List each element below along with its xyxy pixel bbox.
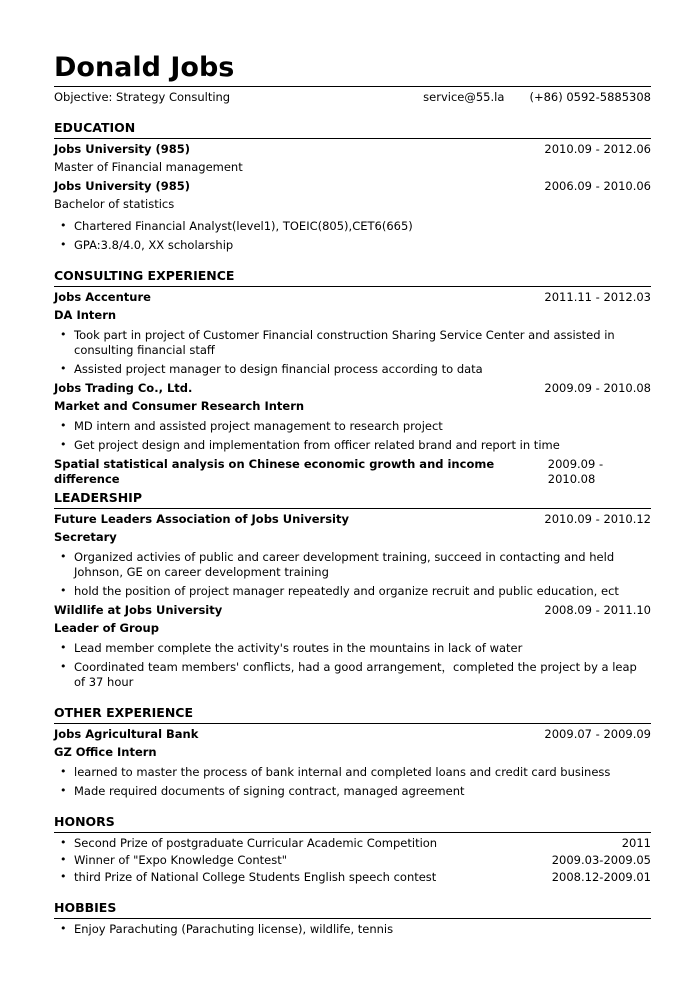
education-entry xyxy=(54,179,651,197)
list-item xyxy=(54,836,651,851)
other-experience-section xyxy=(54,705,651,799)
entry-dates: 2008.09 - 2011.10 xyxy=(544,603,651,618)
experience-bullets xyxy=(54,328,651,377)
experience-bullets xyxy=(54,419,651,453)
leadership-section xyxy=(54,490,651,690)
list-item: • MD intern and assisted project management to research project xyxy=(54,419,651,434)
list-item: • hold the position of project manager repeatedly and organize recruit and public education, ect xyxy=(54,584,651,599)
honor-date: 2008.12-2009.01 xyxy=(551,870,651,885)
organization-name: Jobs Trading Co., Ltd. xyxy=(54,381,193,396)
role-title: Market and Consumer Research Intern xyxy=(54,399,305,414)
organization-name: Jobs Accenture xyxy=(54,290,151,305)
honors-section xyxy=(54,814,651,885)
experience-bullets xyxy=(54,641,651,690)
honor-date: 2011 xyxy=(621,836,651,851)
entry-dates: 2009.09 - 2010.08 xyxy=(544,381,651,396)
contact-line xyxy=(54,86,651,105)
organization-name: Future Leaders Association of Jobs University xyxy=(54,512,349,527)
organization-name: Wildlife at Jobs University xyxy=(54,603,223,618)
degree-text: Master of Financial management xyxy=(54,160,243,175)
hobbies-section xyxy=(54,900,651,937)
list-item xyxy=(54,870,651,885)
list-item: • Organized activies of public and career development training, succeed in contacting and held Johnson, GE on career development training xyxy=(54,550,651,580)
organization-name: Jobs Agricultural Bank xyxy=(54,727,199,742)
experience-bullets xyxy=(54,550,651,599)
list-item: • Assisted project manager to design financial process according to data xyxy=(54,362,651,377)
email-text: service@55.la xyxy=(423,90,505,104)
entry-dates: 2009.07 - 2009.09 xyxy=(544,727,651,742)
role-title: Secretary xyxy=(54,530,117,545)
school-name: Jobs University (985) xyxy=(54,142,190,157)
experience-entry xyxy=(54,727,651,745)
role-title: DA Intern xyxy=(54,308,117,323)
list-item: • Lead member complete the activity's routes in the mountains in lack of water xyxy=(54,641,651,656)
education-entry xyxy=(54,142,651,160)
entry-dates: 2011.11 - 2012.03 xyxy=(544,290,651,305)
degree-text: Bachelor of statistics xyxy=(54,197,175,212)
experience-entry xyxy=(54,290,651,308)
experience-bullets xyxy=(54,765,651,799)
hobbies-list xyxy=(54,922,651,937)
section-title: OTHER EXPERIENCE xyxy=(54,705,651,724)
list-item xyxy=(54,853,651,868)
school-name: Jobs University (985) xyxy=(54,179,190,194)
honor-text: • third Prize of National College Students English speech contest xyxy=(74,870,437,885)
honor-date: 2009.03-2009.05 xyxy=(551,853,651,868)
list-item: • learned to master the process of bank internal and completed loans and credit card business xyxy=(54,765,651,780)
section-title: HONORS xyxy=(54,814,651,833)
phone-text: (+86) 0592-5885308 xyxy=(529,90,651,104)
list-item: • Get project design and implementation from officer related brand and report in time xyxy=(54,438,651,453)
list-item: • Enjoy Parachuting (Parachuting license), wildlife, tennis xyxy=(54,922,651,937)
resume-header xyxy=(54,52,651,105)
honors-list xyxy=(54,836,651,885)
list-item: • GPA:3.8/4.0, XX scholarship xyxy=(54,238,651,253)
section-title: LEADERSHIP xyxy=(54,490,651,509)
list-item: • Made required documents of signing contract, managed agreement xyxy=(54,784,651,799)
experience-entry xyxy=(54,512,651,530)
project-entry xyxy=(54,457,651,486)
consulting-section xyxy=(54,268,651,486)
section-title: EDUCATION xyxy=(54,120,651,139)
objective-text: Objective: Strategy Consulting xyxy=(54,90,231,104)
resume-page xyxy=(54,52,651,941)
role-title: GZ Office Intern xyxy=(54,745,157,760)
project-title: Spatial statistical analysis on Chinese economic growth and income difference xyxy=(54,457,495,486)
honor-text: • Second Prize of postgraduate Curricular Academic Competition xyxy=(74,836,438,851)
education-bullets xyxy=(54,219,651,253)
list-item: • Took part in project of Customer Financial construction Sharing Service Center and assisted in consulting financial staff xyxy=(54,328,651,358)
list-item: • Chartered Financial Analyst(level1), TOEIC(805),CET6(665) xyxy=(54,219,651,234)
entry-dates: 2010.09 - 2010.12 xyxy=(544,512,651,527)
list-item: • Coordinated team members' conflicts, had a good arrangement，completed the project by a leap of 37 hour xyxy=(54,660,651,690)
entry-dates: 2009.09 - 2010.08 xyxy=(547,457,604,486)
honor-text: • Winner of "Expo Knowledge Contest" xyxy=(74,853,288,868)
role-title: Leader of Group xyxy=(54,621,159,636)
education-section xyxy=(54,120,651,253)
section-title: HOBBIES xyxy=(54,900,651,919)
section-title: CONSULTING EXPERIENCE xyxy=(54,268,651,287)
entry-dates: 2010.09 - 2012.06 xyxy=(544,142,651,157)
entry-dates: 2006.09 - 2010.06 xyxy=(544,179,651,194)
candidate-name: Donald Jobs xyxy=(54,52,235,83)
experience-entry xyxy=(54,381,651,399)
experience-entry xyxy=(54,603,651,621)
